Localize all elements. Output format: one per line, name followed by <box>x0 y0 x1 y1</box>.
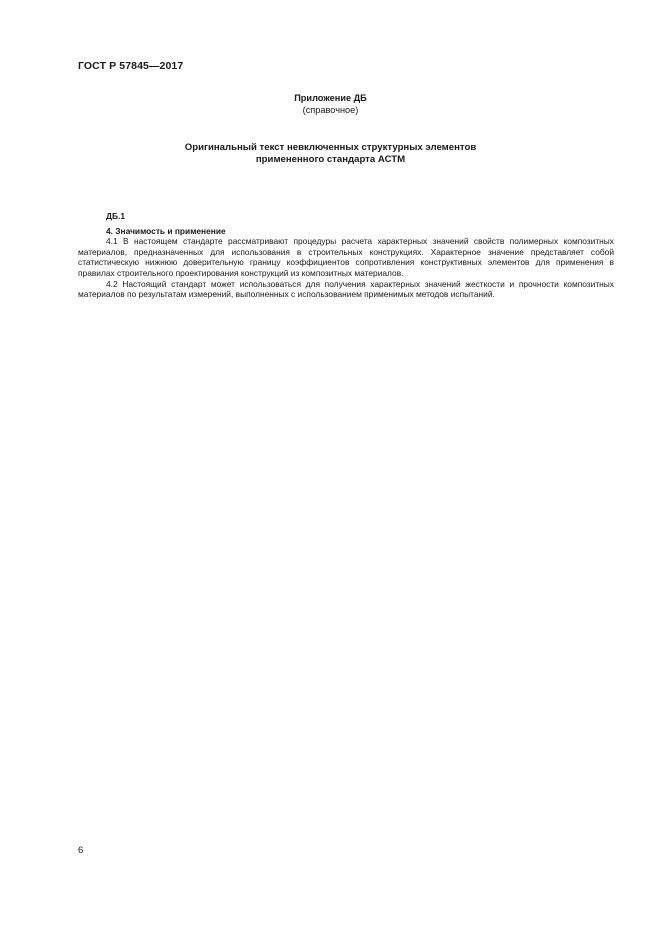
appendix-title: Приложение ДБ <box>294 93 367 103</box>
page-title <box>0 142 661 166</box>
paragraph-4-2: 4.2 Настоящий стандарт может использоваться для получения характерных значений жесткости и прочности композитных материалов по результатам измерений, выполненных с использованием применимых методов испытаний. <box>78 278 614 300</box>
document-body <box>78 211 614 300</box>
page-title-line-2: примененного стандарта АСТМ <box>255 154 406 165</box>
section-id: ДБ.1 <box>106 211 125 221</box>
appendix-subtitle: (справочное) <box>302 105 359 115</box>
appendix-heading <box>0 92 661 116</box>
section-heading: 4. Значимость и применение <box>106 225 226 236</box>
paragraph-4-1: 4.1 В настоящем стандарте рассматривают процедуры расчета характерных значений свойств полимерных композитных материалов, предназначенных для использования в строительных конструкциях. Характерное значение представляет собой статистическую нижнюю доверительную границу коэффициентов сопротивления конструктивных элементов для применения в правилах строительного проектирования конструкций из композитных материалов. <box>78 236 614 278</box>
page-title-line-1: Оригинальный текст невключенных структурных элементов <box>184 142 477 153</box>
page-number: 6 <box>78 845 84 856</box>
document-code: ГОСТ Р 57845—2017 <box>78 60 184 72</box>
